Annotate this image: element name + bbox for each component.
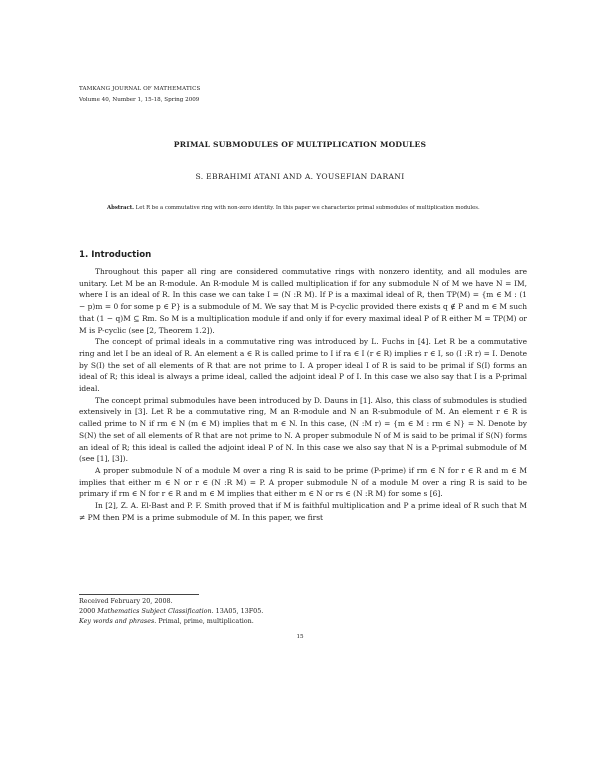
abstract — [107, 204, 495, 213]
journal-name: TAMKANG JOURNAL OF MATHEMATICS — [79, 86, 201, 92]
paper-title: PRIMAL SUBMODULES OF MULTIPLICATION MODULES — [173, 140, 427, 149]
paper-authors: S. EBRAHIMI ATANI AND A. YOUSEFIAN DARANI — [195, 172, 405, 181]
keywords: . Primal, prime, multiplication. — [154, 617, 254, 625]
paragraph: The concept of primal ideals in a commutative ring was introduced by L. Fuchs in [4]. Let R be a commutative ring and let I be an ideal of R. An element a ∈ R is called prime to I if ra ∈ I (r ∈ R) implies r ∈ I, so (I :R r) = I. Denote by S(I) the set of all elements of R that are not prime to I. A proper ideal I of R is said to be primal if S(I) forms an ideal of R; this ideal is always a prime ideal, called the adjoint ideal P of I. In this case we also say that I is a P-primal ideal. — [79, 337, 527, 394]
section-body — [79, 266, 527, 523]
paragraph: In [2], Z. A. El-Bast and P. F. Smith proved that if M is faithful multiplication and P a prime ideal of R such that M ≠ PM then PM is a prime submodule of M. In this paper, we first — [79, 501, 527, 522]
msc-line — [79, 606, 527, 616]
received-date: Received February 20, 2008. — [79, 597, 173, 605]
paragraph: Throughout this paper all ring are considered commutative rings with nonzero identity, and all modules are unitary. Let M be an R-module. An R-module M is called multiplication if for any submodule N of M we have N = IM, where I is an ideal of R. In this case we can take I = (N :R M). If P is a maximal ideal of R, then TP(M) = {m ∈ M : (1 − p)m = 0 for some p ∈ P} is a submodule of M. We say that M is P-cyclic provided there exists q ∉ P and m ∈ M such that (1 − q)M ⊆ Rm. So M is a multiplication module if and only if for every maximal ideal P of R either M = TP(M) or M is P-cyclic (see [2, Theorem 1.2]). — [79, 267, 527, 335]
footnote-divider — [79, 594, 199, 595]
volume-info: Volume 40, Number 1, 15-18, Spring 2009 — [79, 97, 200, 103]
abstract-text: Let R be a commutative ring with non-zero identity. In this paper we characterize primal submodules of multiplication modules. — [135, 205, 480, 211]
footnotes — [79, 596, 527, 626]
paragraph: The concept primal submodules have been introduced by D. Dauns in [1]. Also, this class of submodules is studied extensively in [3]. Let R be a commutative ring, M an R-module and N an R-submodule of M. An element r ∈ R is called prime to N if rm ∈ N (m ∈ M) implies that m ∈ N. In this case, (N :M r) = {m ∈ M : rm ∈ N} = N. Denote by S(N) the set of all elements of R that are not prime to N. A proper submodule N of M is said to be primal if S(N) forms an ideal of R; this ideal is called the adjoint ideal P of N. In this case we also say that N is a P-primal submodule of M (see [1], [3]). — [79, 395, 527, 464]
section-heading: 1. Introduction — [79, 250, 152, 260]
keywords-label: Key words and phrases — [79, 617, 155, 625]
keywords-line — [79, 616, 527, 626]
msc-codes: . 13A05, 13F05. — [211, 607, 264, 615]
abstract-label: Abstract. — [107, 205, 134, 211]
msc-label: Mathematics Subject Classification — [97, 607, 212, 615]
msc-prefix: 2000 — [79, 607, 98, 615]
paragraph: A proper submodule N of a module M over a ring R is said to be prime (P-prime) if rm ∈ N for r ∈ R and m ∈ M implies that either m ∈ N or r ∈ (N :R M) = P. A proper submodule N of a module M over a ring R is said to be primary if rm ∈ N for r ∈ R and m ∈ M implies that either m ∈ N or rs ∈ (N :R M) for some s [6]. — [79, 465, 527, 499]
page-number: 15 — [296, 634, 304, 640]
